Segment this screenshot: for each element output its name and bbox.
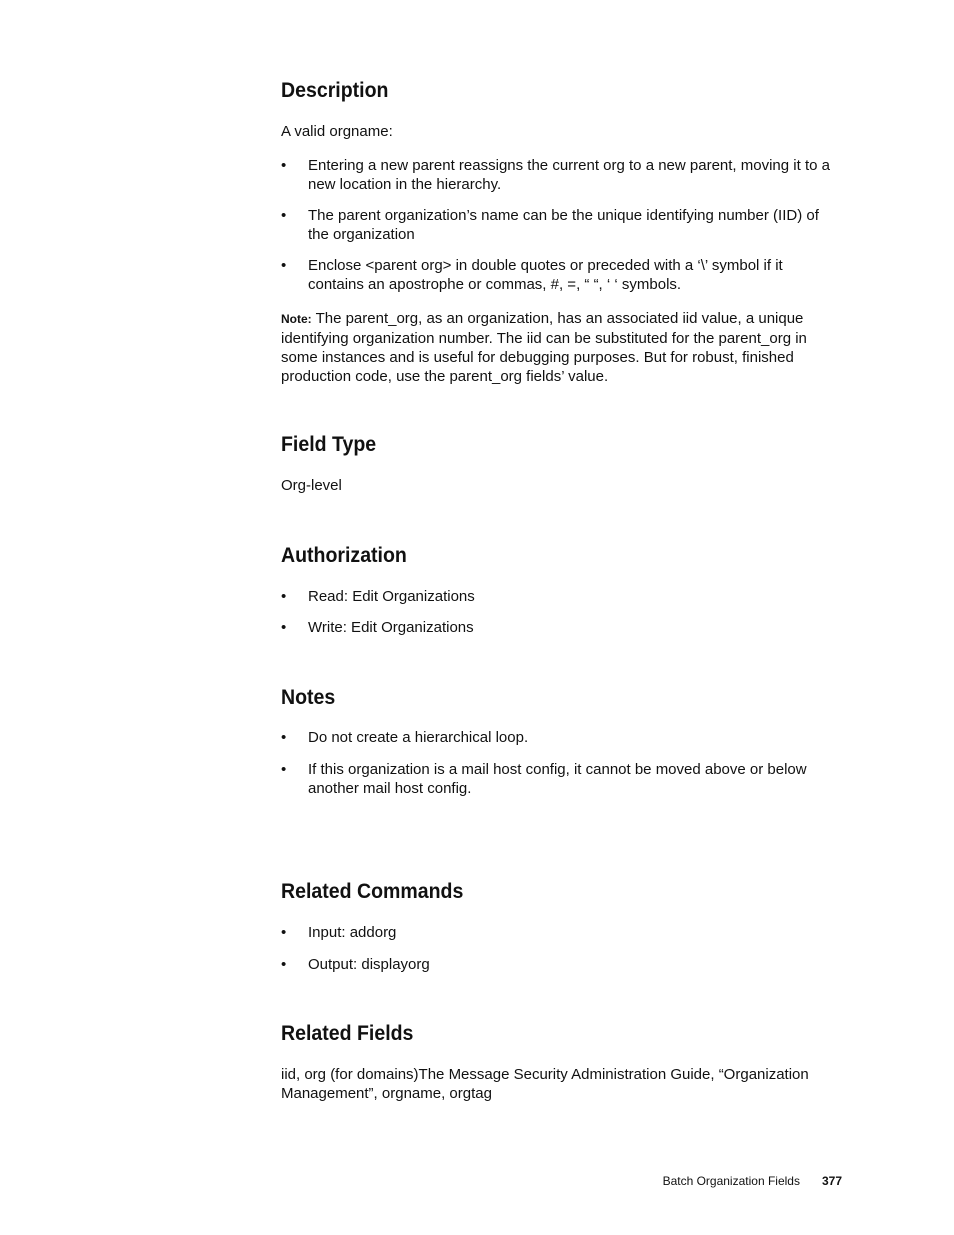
bullet-icon: • — [281, 956, 287, 973]
description-intro: A valid orgname: — [281, 123, 393, 140]
list-item — [281, 156, 841, 194]
note-text: The parent_org, as an organization, has an associated iid value, a unique identifying organization number. The iid can be substituted for the parent_org in some instances and is useful for debugging purposes. But for robust, finished production code, use the parent_org fields’ value. — [281, 310, 807, 385]
bullet-icon: • — [281, 729, 287, 746]
bullet-icon: • — [281, 257, 287, 274]
bullet-icon: • — [281, 157, 287, 174]
list-item — [281, 256, 841, 294]
heading-description: Description — [281, 79, 389, 102]
list-item-text: Output: displayorg — [308, 956, 430, 973]
page-footer — [560, 1173, 842, 1189]
list-item — [281, 618, 841, 637]
bullet-icon: • — [281, 924, 287, 941]
field-type-value: Org-level — [281, 477, 342, 494]
list-item — [281, 728, 841, 747]
note-label: Note: — [281, 312, 312, 326]
list-item-text: Do not create a hierarchical loop. — [308, 729, 529, 746]
list-item — [281, 206, 841, 244]
list-item-text: Enclose <parent org> in double quotes or preceded with a ‘\’ symbol if it contains an apostrophe or commas, #, =, “ “, ‘ ‘ symbols. — [308, 257, 783, 293]
note-paragraph — [281, 309, 841, 386]
bullet-icon: • — [281, 588, 287, 605]
heading-authorization: Authorization — [281, 544, 407, 567]
list-item-text: Entering a new parent reassigns the current org to a new parent, moving it to a new location in the hierarchy. — [308, 157, 830, 193]
bullet-icon: • — [281, 207, 287, 224]
list-item — [281, 760, 841, 798]
related-fields-text: iid, org (for domains)The Message Security Administration Guide, “Organization Management”, orgname, orgtag — [281, 1066, 809, 1102]
heading-field-type: Field Type — [281, 433, 377, 456]
list-item — [281, 923, 841, 942]
bullet-icon: • — [281, 619, 287, 636]
footer-section-title: Batch Organization Fields — [662, 1174, 800, 1188]
bullet-icon: • — [281, 761, 287, 778]
list-item — [281, 587, 841, 606]
list-item-text: Read: Edit Organizations — [308, 588, 475, 605]
list-item-text: The parent organization’s name can be the unique identifying number (IID) of the organization — [308, 207, 819, 243]
list-item-text: Input: addorg — [308, 924, 397, 941]
list-item-text: If this organization is a mail host config, it cannot be moved above or below another mail host config. — [308, 761, 807, 797]
heading-related-fields: Related Fields — [281, 1022, 414, 1045]
list-item-text: Write: Edit Organizations — [308, 619, 474, 636]
heading-notes: Notes — [281, 686, 336, 709]
list-item — [281, 955, 841, 974]
heading-related-commands: Related Commands — [281, 880, 464, 903]
page-number: 377 — [821, 1174, 842, 1188]
